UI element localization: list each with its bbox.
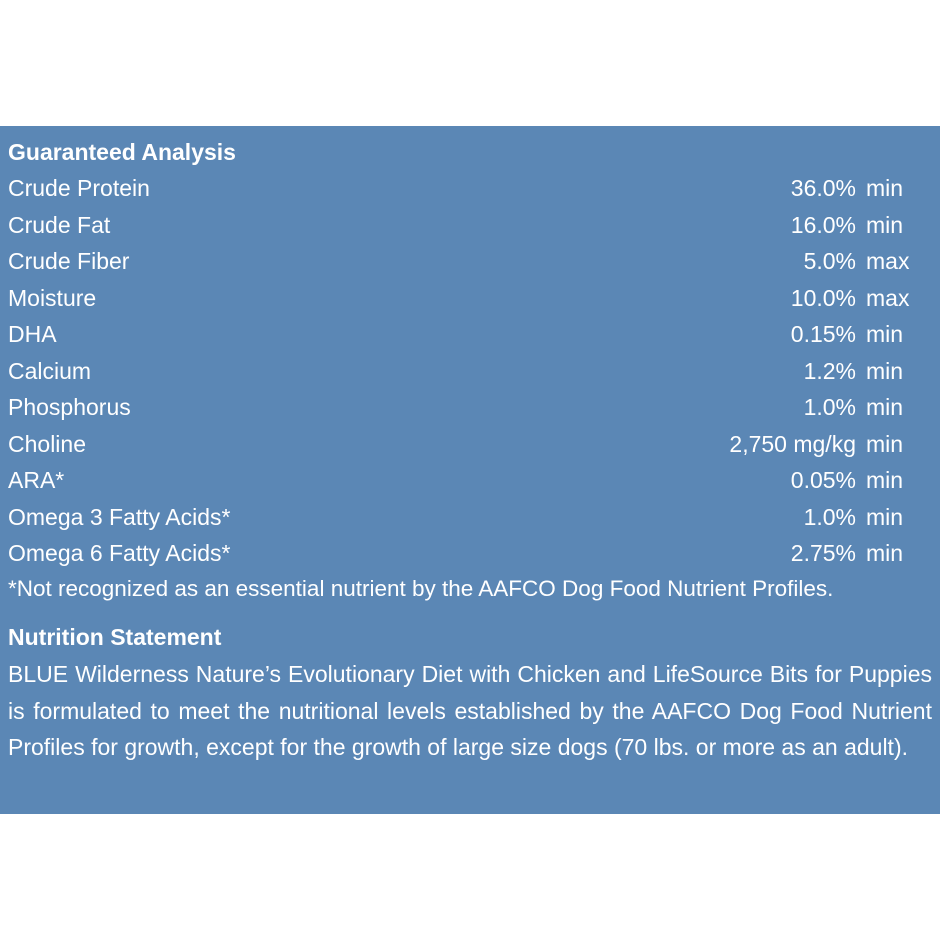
- nutrient-qualifier: max: [866, 284, 910, 311]
- nutrient-qualifier: max: [866, 248, 910, 274]
- nutrient-amount: 1.0%: [803, 394, 856, 420]
- nutrient-qualifier: min: [866, 357, 904, 384]
- analysis-row: [8, 537, 918, 569]
- nutrient-qualifier: min: [866, 540, 904, 566]
- nutrient-name: Crude Fat: [8, 211, 111, 238]
- nutrient-name: Omega 3 Fatty Acids*: [8, 503, 231, 530]
- nutrient-amount: 2.75%: [790, 540, 856, 566]
- analysis-row: [8, 355, 918, 387]
- analysis-row: [8, 318, 918, 350]
- nutrition-panel: [0, 126, 940, 814]
- nutrient-amount: 10.0%: [790, 284, 856, 311]
- nutrient-amount: 1.0%: [803, 503, 856, 530]
- nutrient-qualifier: min: [866, 321, 904, 347]
- nutrient-name: Moisture: [8, 284, 97, 311]
- nutrient-name: Crude Fiber: [8, 248, 130, 274]
- nutrient-qualifier: min: [866, 430, 904, 457]
- nutrient-qualifier: min: [866, 503, 904, 530]
- nutrient-name: Crude Protein: [8, 175, 150, 201]
- nutrient-amount: 0.05%: [790, 467, 856, 493]
- nutrient-amount: 16.0%: [790, 211, 856, 238]
- analysis-row: [8, 464, 918, 496]
- analysis-row: [8, 282, 918, 314]
- analysis-row: [8, 391, 918, 423]
- nutrient-name: ARA*: [8, 467, 65, 493]
- nutrient-name: Omega 6 Fatty Acids*: [8, 540, 231, 566]
- footnote: *Not recognized as an essential nutrient by the AAFCO Dog Food Nutrient Profiles.: [8, 576, 834, 601]
- nutrient-qualifier: min: [866, 394, 904, 420]
- analysis-row: [8, 209, 918, 241]
- nutrient-qualifier: min: [866, 467, 904, 493]
- nutrient-qualifier: min: [866, 175, 904, 201]
- nutrient-amount: 5.0%: [803, 248, 856, 274]
- nutrient-amount: 36.0%: [790, 175, 856, 201]
- nutrition-statement-text: BLUE Wilderness Nature’s Evolutionary Diet with Chicken and LifeSource Bits for Puppies is formulated to meet the nutritional levels established by the AAFCO Dog Food Nutrient Profiles for growth, except for the growth of large size dogs (70 lbs. or more as an adult).: [8, 661, 932, 760]
- guaranteed-analysis-title: Guaranteed Analysis: [8, 139, 236, 165]
- nutrient-qualifier: min: [866, 211, 904, 238]
- nutrient-name: Choline: [8, 430, 86, 457]
- analysis-row: [8, 245, 918, 277]
- nutrient-name: DHA: [8, 321, 57, 347]
- nutrient-name: Phosphorus: [8, 394, 131, 420]
- analysis-row: [8, 172, 918, 204]
- nutrient-amount: 0.15%: [790, 321, 856, 347]
- nutrition-statement-title: Nutrition Statement: [8, 624, 222, 650]
- nutrient-amount: 2,750 mg/kg: [729, 430, 856, 457]
- analysis-row: [8, 501, 918, 533]
- analysis-row: [8, 428, 918, 460]
- nutrient-amount: 1.2%: [803, 357, 856, 384]
- nutrient-name: Calcium: [8, 357, 92, 384]
